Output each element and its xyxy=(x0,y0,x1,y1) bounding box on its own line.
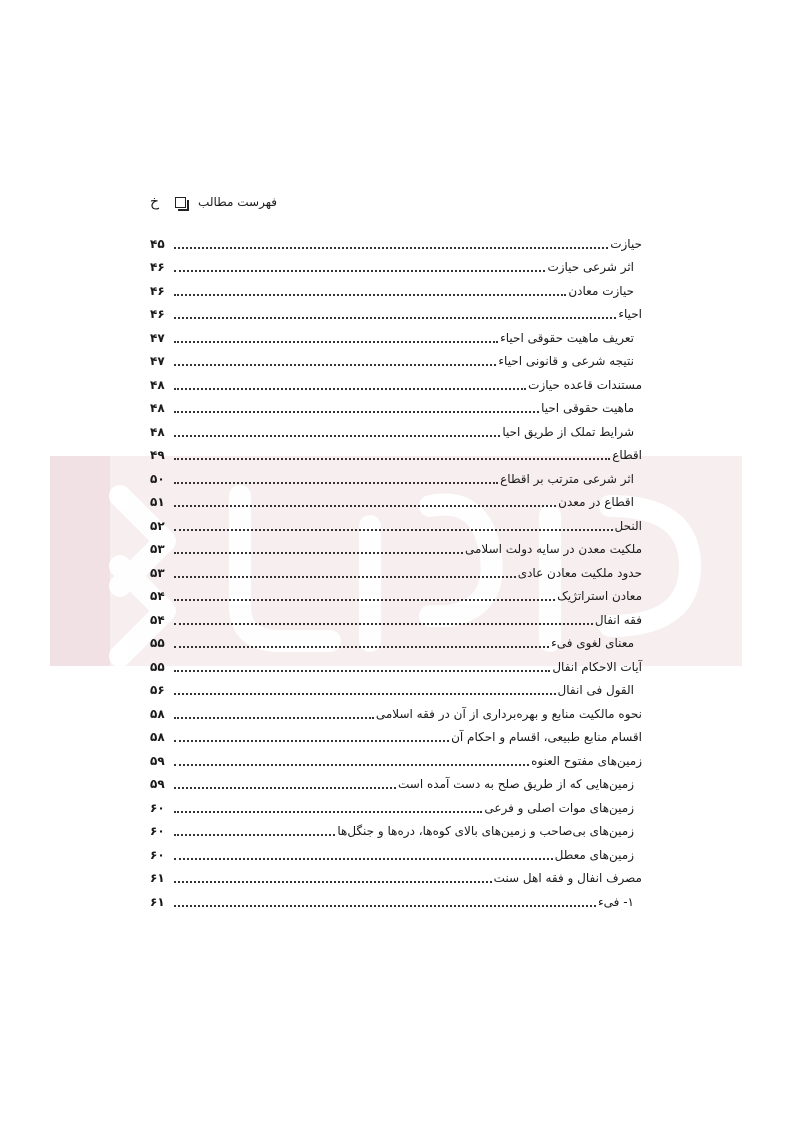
dot-leader xyxy=(174,881,492,883)
dot-leader xyxy=(174,411,539,413)
toc-entry-title: زمین‌های موات اصلی و فرعی xyxy=(484,800,634,815)
bullet-box-icon xyxy=(175,197,186,208)
toc-entry xyxy=(150,393,642,417)
toc-entry-page: ۵۹ xyxy=(150,777,165,791)
toc-entry-title: احیاء xyxy=(618,307,642,321)
toc-entry-page: ۴۷ xyxy=(150,330,165,345)
dot-leader xyxy=(174,364,496,366)
toc-entry xyxy=(150,322,642,346)
toc-entry-page: ۵۲ xyxy=(150,518,165,533)
toc-entry xyxy=(150,299,642,323)
toc-entry xyxy=(150,675,642,699)
toc-entry-title: النحل xyxy=(614,518,642,533)
dot-leader xyxy=(174,834,335,836)
toc-entry-title: زمین‌هایی که از طریق صلح به دست آمده است xyxy=(398,777,634,791)
toc-entry-page: ۵۵ xyxy=(150,636,165,650)
toc-entry-title: زمین‌های بی‌صاحب و زمین‌های بالای کوه‌ها، دره‌ها و جنگل‌ها xyxy=(337,824,634,838)
dot-leader xyxy=(174,317,616,319)
dot-leader xyxy=(174,623,593,625)
dot-leader xyxy=(174,270,545,272)
header-title: فهرست مطالب xyxy=(198,195,277,209)
toc-entry xyxy=(150,698,642,722)
toc-entry xyxy=(150,886,642,910)
toc-entry-page: ۴۸ xyxy=(150,401,165,415)
toc-entry xyxy=(150,510,642,534)
toc-entry xyxy=(150,252,642,276)
toc-entry-page: ۴۸ xyxy=(150,424,165,439)
dot-leader xyxy=(174,388,526,390)
dot-leader xyxy=(174,693,556,695)
toc-entry-title: نحوه مالکیت منابع و بهره‌برداری از آن در فقه اسلامی xyxy=(375,706,642,721)
dot-leader xyxy=(174,787,396,789)
toc-entry-page: ۵۳ xyxy=(150,565,165,580)
dot-leader xyxy=(174,811,482,813)
toc-entry-page: ۴۶ xyxy=(150,260,165,274)
toc-entry xyxy=(150,863,642,887)
toc-entry xyxy=(150,792,642,816)
toc-entry-title: فقه انفال xyxy=(594,612,642,627)
toc-entry-title: حیازت معادن xyxy=(568,283,634,298)
toc-entry-title: حیازت xyxy=(610,236,642,251)
dot-leader xyxy=(174,458,610,460)
dot-leader xyxy=(174,576,516,578)
table-of-contents xyxy=(150,228,642,910)
toc-entry xyxy=(150,463,642,487)
dot-leader xyxy=(174,247,608,249)
toc-entry xyxy=(150,745,642,769)
dot-leader xyxy=(174,764,529,766)
toc-entry xyxy=(150,651,642,675)
toc-entry xyxy=(150,722,642,746)
toc-entry-title: مصرف انفال و فقه اهل سنت xyxy=(493,871,642,885)
dot-leader xyxy=(174,482,498,484)
toc-entry xyxy=(150,816,642,840)
dot-leader xyxy=(174,717,374,719)
toc-entry-page: ۶۰ xyxy=(150,847,165,862)
toc-entry xyxy=(150,534,642,558)
toc-entry xyxy=(150,228,642,252)
toc-entry xyxy=(150,416,642,440)
header-page-number: خ xyxy=(150,194,160,210)
toc-entry-title: شرایط تملک از طریق احیا xyxy=(502,424,634,439)
toc-entry-title: اقطاع xyxy=(612,448,642,462)
toc-entry-page: ۵۸ xyxy=(150,730,165,744)
toc-entry xyxy=(150,839,642,863)
toc-entry-page: ۴۹ xyxy=(150,448,165,462)
toc-entry xyxy=(150,346,642,370)
dot-leader xyxy=(174,341,498,343)
dot-leader xyxy=(174,435,500,437)
dot-leader xyxy=(174,740,449,742)
toc-entry xyxy=(150,275,642,299)
toc-entry-page: ۵۳ xyxy=(150,542,165,556)
toc-entry-page: ۶۱ xyxy=(150,894,165,909)
toc-entry-page: ۵۰ xyxy=(150,471,165,486)
dot-leader xyxy=(174,529,613,531)
toc-entry xyxy=(150,628,642,652)
toc-entry-title: حدود ملکیت معادن عادی xyxy=(517,565,642,580)
dot-leader xyxy=(174,552,463,554)
toc-entry-page: ۵۹ xyxy=(150,753,165,768)
dot-leader xyxy=(174,858,553,860)
toc-entry-page: ۴۵ xyxy=(150,236,165,251)
toc-entry-title: معادن استراتژیک xyxy=(557,589,642,603)
dot-leader xyxy=(174,294,566,296)
toc-entry xyxy=(150,581,642,605)
toc-entry-page: ۵۱ xyxy=(150,495,165,509)
page-header xyxy=(150,192,642,212)
toc-entry-page: ۴۸ xyxy=(150,377,165,392)
dot-leader xyxy=(174,646,549,648)
toc-entry-title: ملکیت معدن در سایه دولت اسلامی xyxy=(464,542,642,556)
dot-leader xyxy=(174,599,555,601)
toc-entry-title: اقسام منابع طبیعی، اقسام و احکام آن xyxy=(451,730,642,744)
toc-entry-title: معنای لغوی فیء xyxy=(551,636,634,650)
dot-leader xyxy=(174,670,550,672)
toc-entry-page: ۴۷ xyxy=(150,354,165,368)
toc-entry-page: ۵۵ xyxy=(150,659,165,674)
toc-entry-title: ۱- فیء xyxy=(598,894,634,909)
toc-entry xyxy=(150,604,642,628)
toc-entry-title: زمین‌های معطل xyxy=(554,847,634,862)
toc-entry-page: ۴۶ xyxy=(150,283,165,298)
toc-entry-page: ۶۰ xyxy=(150,800,165,815)
toc-entry-page: ۵۸ xyxy=(150,706,165,721)
toc-entry-title: تعریف ماهیت حقوقی احیاء xyxy=(500,330,634,345)
toc-entry-title: زمین‌های مفتوح العنوه xyxy=(531,753,642,768)
toc-entry-title: اثر شرعی حیازت xyxy=(547,260,634,274)
toc-entry-title: اقطاع در معدن xyxy=(558,495,634,509)
toc-entry xyxy=(150,369,642,393)
toc-entry-page: ۵۶ xyxy=(150,683,165,697)
toc-entry xyxy=(150,557,642,581)
toc-entry-title: القول فی انفال xyxy=(557,683,634,697)
dot-leader xyxy=(174,505,556,507)
toc-entry-page: ۶۱ xyxy=(150,871,165,885)
toc-entry-title: مستندات قاعده حیازت xyxy=(528,377,642,392)
toc-entry xyxy=(150,487,642,511)
toc-entry-page: ۵۴ xyxy=(150,612,165,627)
toc-entry-page: ۶۰ xyxy=(150,824,165,838)
toc-entry xyxy=(150,769,642,793)
toc-entry-title: آیات الاحکام انفال xyxy=(552,659,642,674)
toc-entry-title: ماهیت حقوقی احیا xyxy=(541,401,634,415)
toc-entry-title: نتیجه شرعی و قانونی احیاء xyxy=(498,354,634,368)
dot-leader xyxy=(174,905,596,907)
toc-entry-page: ۵۴ xyxy=(150,589,165,603)
toc-entry-page: ۴۶ xyxy=(150,307,165,321)
toc-entry xyxy=(150,440,642,464)
toc-entry-title: اثر شرعی مترتب بر اقطاع xyxy=(500,471,634,486)
